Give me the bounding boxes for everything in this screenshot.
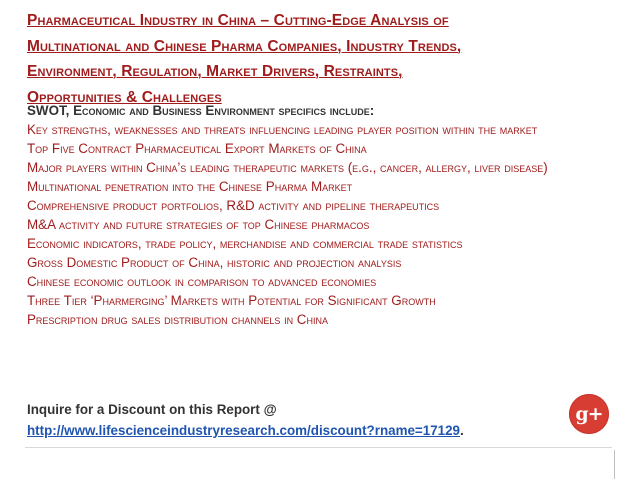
list-item: Gross Domestic Product of China, historic and projection analysis	[27, 255, 402, 270]
list-item: Prescription drug sales distribution channels in China	[27, 312, 328, 327]
list-item: Economic indicators, trade policy, merchandise and commercial trade statistics	[27, 236, 463, 251]
google-plus-icon: g+	[575, 402, 603, 425]
link-suffix: .	[460, 423, 464, 438]
list-item: Chinese economic outlook in comparison to advanced economies	[27, 274, 377, 289]
list-item: Multinational penetration into the Chinese Pharma Market	[27, 179, 353, 194]
subheading: SWOT, Economic and Business Environment specifics include:	[27, 103, 375, 118]
bullet-list	[27, 120, 599, 329]
corner-line	[614, 450, 615, 479]
title-line: Opportunities & Challenges	[27, 88, 222, 106]
list-item: Key strengths, weaknesses and threats influencing leading player position within the market	[27, 122, 538, 137]
slide-title	[27, 8, 607, 110]
title-line: Pharmaceutical Industry in China – Cutting-Edge Analysis of	[27, 12, 449, 29]
list-item: Comprehensive product portfolios, R&D activity and pipeline therapeutics	[27, 198, 440, 213]
list-item: Major players within China’s leading therapeutic markets (e.g., cancer, allergy, liver disease)	[27, 160, 548, 175]
discount-link[interactable]: http://www.lifescienceindustryresearch.com/discount?rname=17129	[27, 423, 460, 438]
inquire-link-line	[27, 420, 587, 441]
inquire-text: Inquire for a Discount on this Report @	[27, 402, 277, 417]
title-line: Environment, Regulation, Market Drivers, Restraints,	[27, 63, 403, 80]
bottom-divider	[25, 447, 612, 448]
google-plus-share-button[interactable]	[569, 394, 609, 434]
list-item: Top Five Contract Pharmaceutical Export Markets of China	[27, 141, 367, 156]
title-line: Multinational and Chinese Pharma Companies, Industry Trends,	[27, 37, 462, 55]
inquire-block	[27, 399, 587, 441]
list-item: M&A activity and future strategies of top Chinese pharmacos	[27, 217, 370, 232]
list-item: Three Tier ‘Pharmerging’ Markets with Potential for Significant Growth	[27, 293, 436, 308]
slide-body	[27, 101, 599, 329]
